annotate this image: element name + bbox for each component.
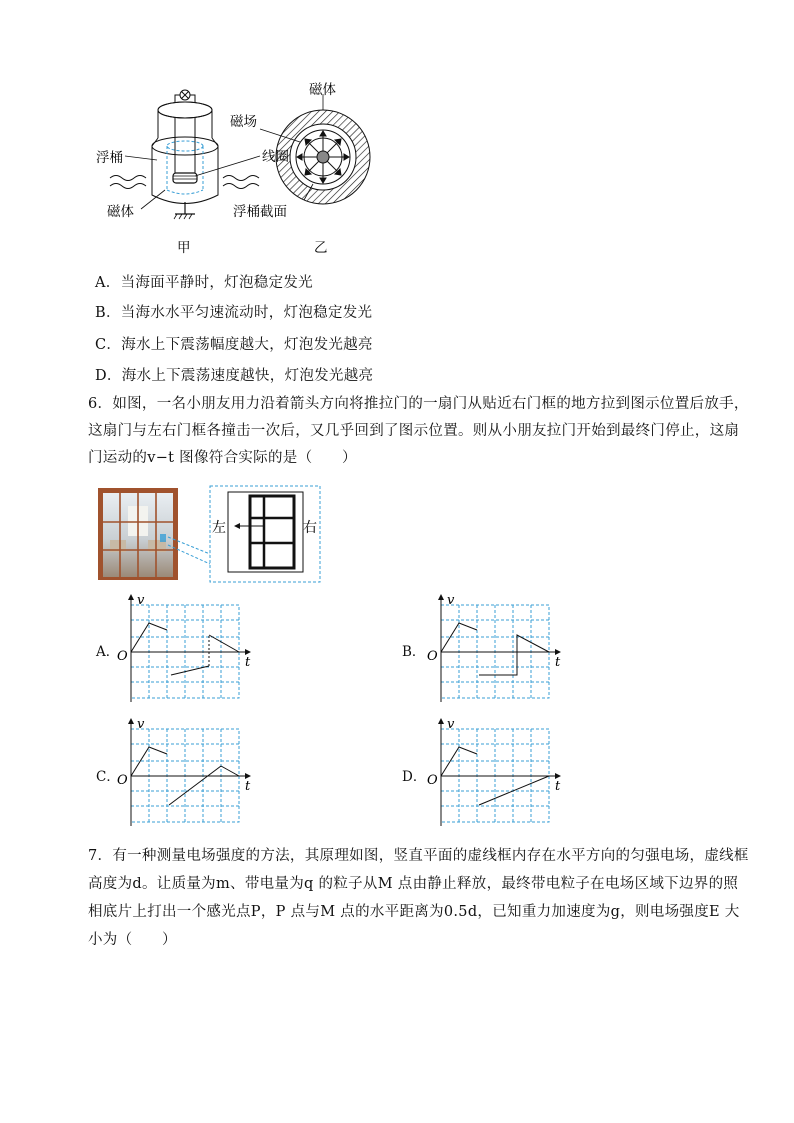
label-magnetic-field: 磁场 <box>230 114 257 130</box>
q7-stem-line-2: 高度为d。让质量为m、带电量为q 的粒子从M 点由静止释放，最终带电粒子在电场区域下边界的照 <box>88 876 739 892</box>
graph-a-origin: O <box>117 649 128 664</box>
lamp-icon <box>180 90 190 100</box>
q6-stem <box>88 391 749 472</box>
q5-option-c: C．海水上下震荡幅度越大，灯泡发光越亮 <box>95 337 373 353</box>
graph-a-v-label: v <box>137 593 145 608</box>
door-label-right: 右 <box>303 520 317 536</box>
graph-d-option-label: D． <box>402 769 427 785</box>
graph-b-t-label: t <box>555 655 561 670</box>
q5-option-b: B．当海水水平匀速流动时，灯泡稳定发光 <box>95 305 373 321</box>
label-jia: 甲 <box>177 240 191 256</box>
label-bucket-section: 浮桶截面 <box>233 204 287 220</box>
vt-graph-b <box>425 592 570 702</box>
label-floating-bucket: 浮桶 <box>96 150 123 166</box>
graph-c-origin: O <box>117 773 128 788</box>
floating-bucket <box>152 102 218 204</box>
graph-d-t-label: t <box>555 779 561 794</box>
vt-graph-c <box>115 716 260 826</box>
graph-d-v-label: v <box>447 717 455 732</box>
graph-b-option-label: B． <box>402 644 426 660</box>
q6-stem-line-1: 6．如图，一名小朋友用力沿着箭头方向将推拉门的一扇门从贴近右门框的地方拉到图示位置后放手， <box>88 396 749 412</box>
inner-magnet <box>167 141 203 194</box>
q6-stem-line-3: 门运动的v−t 图像符合实际的是（ ） <box>88 450 357 466</box>
coil <box>173 173 197 183</box>
graph-c-option-label: C． <box>96 769 120 785</box>
graph-a-t-label: t <box>245 655 251 670</box>
door-zoom-diagram <box>160 484 325 584</box>
sliding-door-panel <box>250 496 294 568</box>
q5-option-d: D．海水上下震荡速度越快，灯泡发光越亮 <box>95 368 374 384</box>
wave-right <box>223 176 259 189</box>
graph-a-option-label: A． <box>96 644 120 660</box>
label-magnet-left: 磁体 <box>107 204 134 220</box>
graph-b-origin: O <box>427 649 438 664</box>
graph-d-origin: O <box>427 773 438 788</box>
label-magnet-top: 磁体 <box>309 82 336 98</box>
q7-stem-line-3: 相底片上打出一个感光点P，P 点与M 点的水平距离为0.5d，已知重力加速度为g，则电场强度E 大 <box>88 904 740 920</box>
q7-stem-line-4: 小为（ ） <box>88 932 177 948</box>
q7-stem-line-1: 7．有一种测量电场强度的方法，其原理如图，竖直平面的虚线框内存在水平方向的匀强电场，虚线框 <box>88 848 749 864</box>
graph-c-t-label: t <box>245 779 251 794</box>
label-yi: 乙 <box>314 240 328 256</box>
label-coil: 线圈 <box>262 149 289 165</box>
wave-left <box>110 176 146 189</box>
graph-c-v-label: v <box>137 717 145 732</box>
q5-option-a: A．当海面平静时，灯泡稳定发光 <box>95 275 313 291</box>
graph-b-v-label: v <box>447 593 455 608</box>
vt-graph-d <box>425 716 570 826</box>
ground-anchor <box>174 202 195 219</box>
figure-jia-yi <box>95 80 395 260</box>
bucket-cross-section <box>276 110 370 204</box>
door-label-left: 左 <box>212 520 226 536</box>
q7-stem <box>88 842 749 954</box>
q6-stem-line-2: 这扇门与左右门框各撞击一次后，又几乎回到了图示位置。则从小朋友拉门开始到最终门停止，这扇 <box>88 423 740 439</box>
vt-graph-a <box>115 592 260 702</box>
